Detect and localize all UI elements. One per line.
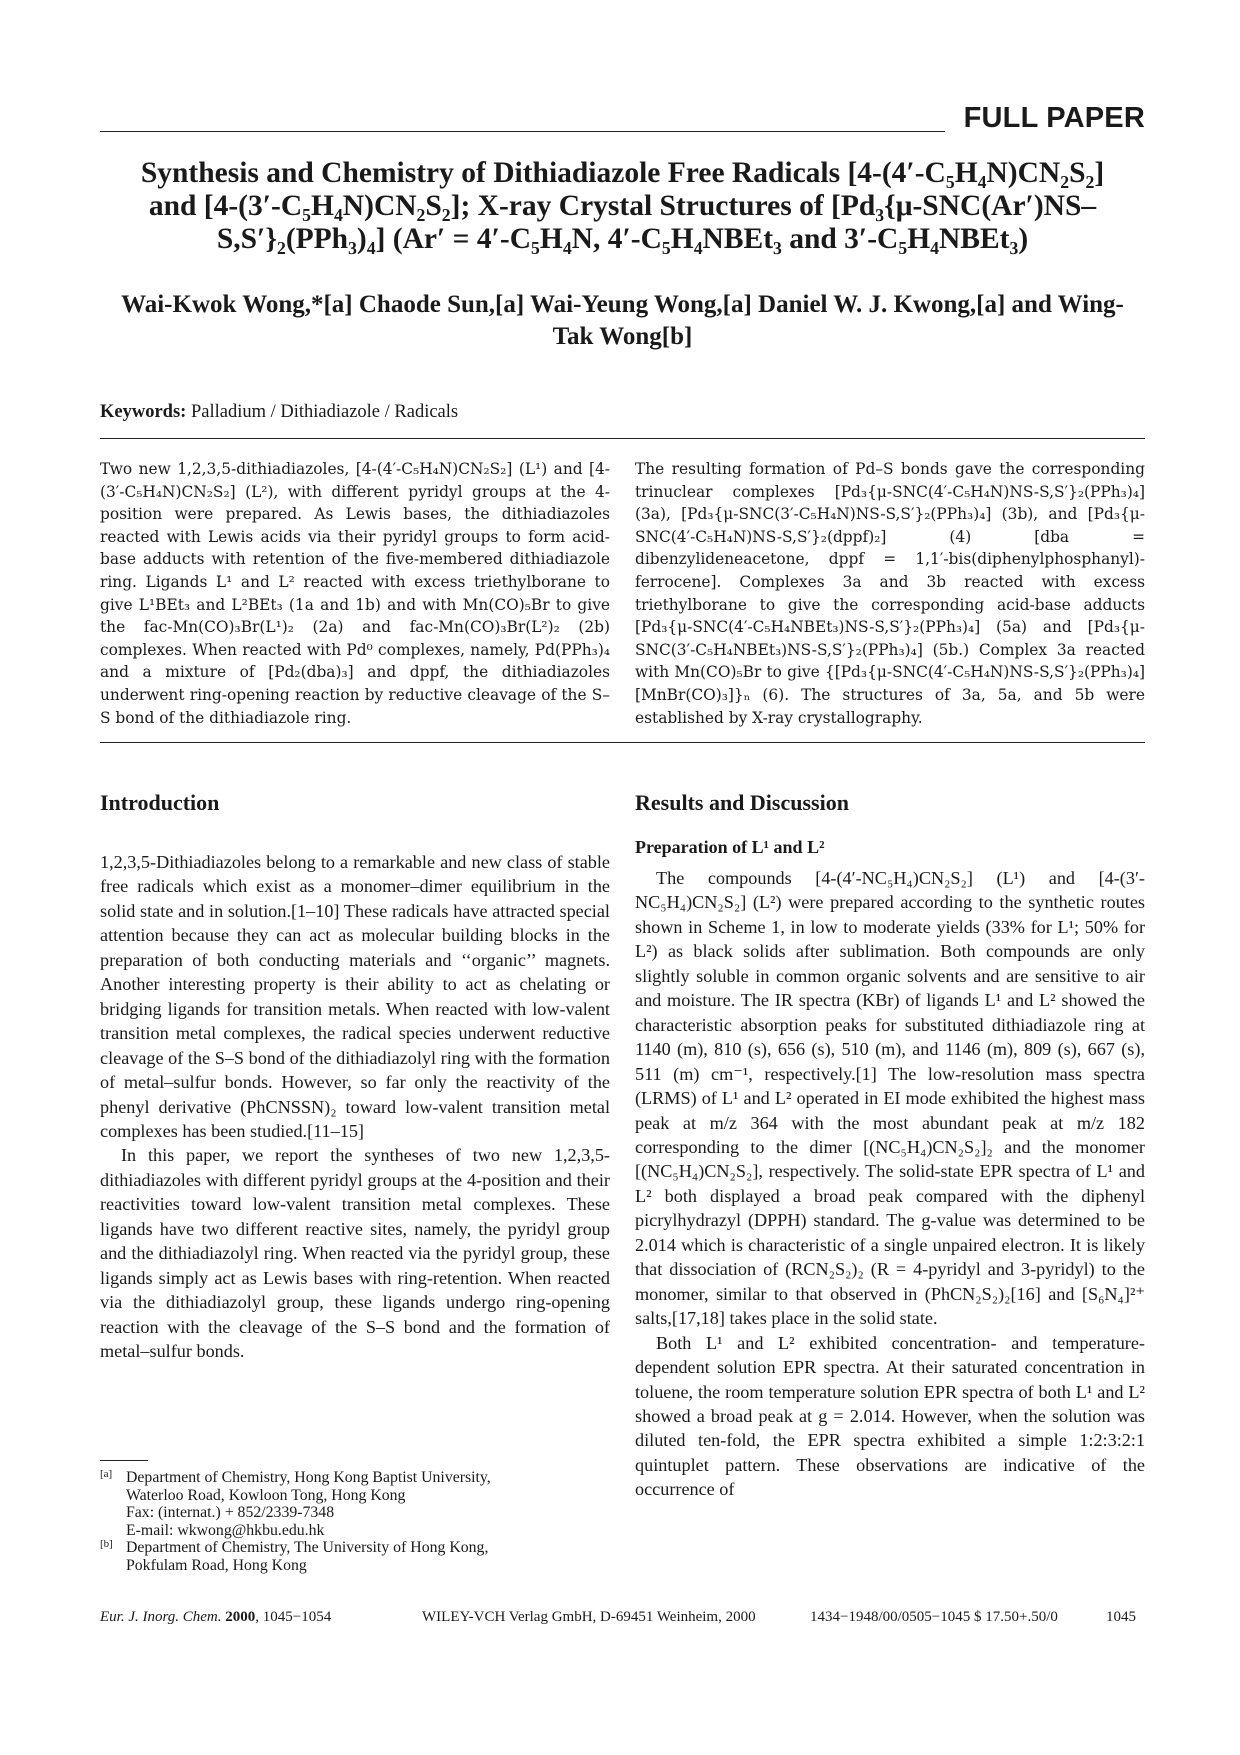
journal-name: Eur. J. Inorg. Chem. <box>100 1609 222 1625</box>
intro-heading: Introduction <box>100 790 220 815</box>
author-list <box>100 289 1145 353</box>
authors-line: Wai-Kwok Wong,*[a] Chaode Sun,[a] Wai-Yeung Wong,[a] Daniel W. J. Kwong,[a] and Wing- <box>121 291 1124 318</box>
results-heading: Results and Discussion <box>635 790 849 815</box>
intro-paragraph: 1,2,3,5-Dithiadiazoles belong to a remarkable and new class of stable free radicals which exist as a monomer–dimer equilibrium in the solid state and in solution.[1–10] These radicals have attracted special attention because they can act as molecular building blocks in the preparation of both conducting materials and ‘‘organic’’ magnets. Another interesting property is their ability to act as chelating or bridging ligands for transition metals. When reacted with low-valent transition metal complexes, the radical species underwent reductive cleavage of the S–S bond of the dithiadiazolyl ring with the formation of metal–sulfur bonds. However, so far only the reactivity of the phenyl derivative (PhCNSSN)₂ toward low-valent transition metal complexes has been studied.[11–15] <box>100 852 610 1141</box>
affiliation-tag: [a] <box>100 1468 113 1480</box>
affiliation-line: Waterloo Road, Kowloon Tong, Hong Kong <box>126 1486 406 1504</box>
affiliation-line[interactable]: E-mail: wkwong@hkbu.edu.hk <box>126 1521 325 1539</box>
title-line: S,S′}₂(PPh₃)₄] (Ar′ = 4′-C₅H₄N, 4′-C₅H₄NBEt₃ and 3′-C₅H₄NBEt₃) <box>216 223 1029 255</box>
header-rule <box>100 131 945 132</box>
keywords <box>100 402 458 423</box>
keywords-value: Palladium / Dithiadiazole / Radicals <box>190 402 459 422</box>
page-header <box>100 100 1145 140</box>
affiliation-b <box>100 1539 590 1574</box>
journal-pages: , 1045−1054 <box>255 1609 332 1625</box>
page-number: 1045 <box>1106 1609 1136 1625</box>
intro-paragraph: In this paper, we report the syntheses of two new 1,2,3,5-dithiadiazoles with different pyridyl groups at the 4-position and their reactivities toward low-valent transition metal complexes. These ligands have two different reactive sites, namely, the pyridyl group and the dithiadiazolyl ring. When reacted via the pyridyl group, these ligands simply act as Lewis bases with ring-retention. When reacted via the dithiadiazolyl group, these ligands undergo ring-opening reaction with the cleavage of the S–S bond and the formation of metal–sulfur bonds. <box>100 1145 610 1362</box>
results-paragraph: Both L¹ and L² exhibited concentration- and temperature-dependent solution EPR spectra. At their saturated concentration in toluene, the room temperature solution EPR spectra of both L¹ and L² showed a broad peak at g = 2.014. However, when the solution was diluted ten-fold, the EPR spectra exhibited a simple 1:2:3:2:1 quintuplet pattern. These observations are indicative of the occurrence of <box>635 1332 1145 1500</box>
results-body <box>635 866 1145 1502</box>
footer-publisher: WILEY-VCH Verlag GmbH, D-69451 Weinheim, 2000 <box>422 1609 756 1625</box>
affiliation-a <box>100 1469 590 1539</box>
affiliation-line: Pokfulam Road, Hong Kong <box>126 1556 307 1574</box>
keywords-label: Keywords: <box>100 402 187 422</box>
footer-issn: 1434−1948/00/0505−1045 $ 17.50+.50/0 <box>810 1609 1058 1625</box>
journal-year: 2000 <box>225 1609 256 1625</box>
abstract-top-rule <box>100 438 1145 439</box>
title-line: Synthesis and Chemistry of Dithiadiazole Free Radicals [4-(4′-C₅H₄N)CN₂S₂] <box>140 157 1105 189</box>
abstract-right <box>635 458 1145 729</box>
paper-title <box>100 157 1145 256</box>
affiliations <box>100 1460 590 1575</box>
abstract-bottom-rule <box>100 742 1145 743</box>
abstract-text: The resulting formation of Pd–S bonds gave the corresponding trinuclear complexes [Pd₃{μ-SNC(4′-C₅H₄N)NS-S,S′}₂(PPh₃)₄] (3a), [Pd₃{μ-SNC(3′-C₅H₄N)NS-S,S′}₂(PPh₃)₄] (3b), and [Pd₃{μ-SNC(4′-C₅H₄N)NS-S,S′}₂(dppf)₂] (4) [dba = dibenzylideneacetone, dppf = 1,1′-bis(diphenylphosphanyl)-ferrocene]. Complexes 3a and 3b reacted with excess triethylborane to give the corresponding acid-base adducts [Pd₃{μ-SNC(4′-C₅H₄NBEt₃)NS-S,S′}₂(PPh₃)₄] (5a) and [Pd₃{μ-SNC(3′-C₅H₄NBEt₃)NS-S,S′}₂(PPh₃)₄] (5b.) Complex 3a reacted with Mn(CO)₅Br to give {[Pd₃{μ-SNC(4′-C₅H₄N)NS-S,S′}₂(PPh₃)₄][MnBr(CO)₃]}ₙ (6). The structures of 3a, 5a, and 5b were established by X-ray crystallography. <box>635 460 1145 727</box>
intro-body <box>100 850 610 1364</box>
affiliation-tag: [b] <box>100 1538 113 1551</box>
affiliation-line: Department of Chemistry, Hong Kong Baptist University, <box>126 1469 491 1486</box>
abstract-text: Two new 1,2,3,5-dithiadiazoles, [4-(4′-C₅H₄N)CN₂S₂] (L¹) and [4-(3′-C₅H₄N)CN₂S₂] (L²), with different pyridyl groups at the 4-position were prepared. As Lewis bases, the dithiadiazoles reacted with Lewis acids via their pyridyl groups to form acid-base adducts with retention of the five-membered dithiadiazole ring. Ligands L¹ and L² reacted with excess triethylborane to give L¹BEt₃ and L²BEt₃ (1a and 1b) and with Mn(CO)₅Br to give the fac-Mn(CO)₃Br(L¹)₂ (2a) and fac-Mn(CO)₃Br(L²)₂ (2b) complexes. When reacted with Pd⁰ complexes, namely, Pd(PPh₃)₄ and a mixture of [Pd₂(dba)₃] and dppf, the dithiadiazoles underwent ring-opening reaction by reductive cleavage of the S–S bond of the dithiadiazole ring. <box>100 460 610 727</box>
footnote-rule <box>100 1460 148 1461</box>
results-paragraph: The compounds [4-(4′-NC₅H₄)CN₂S₂] (L¹) and [4-(3′-NC₅H₄)CN₂S₂] (L²) were prepared according to the synthetic routes shown in Scheme 1, in low to moderate yields (33% for L¹; 50% for L²) as black solids after sublimation. Both compounds are only slightly soluble in common organic solvents and are sensitive to air and moisture. The IR spectra (KBr) of ligands L¹ and L² showed the characteristic absorption peaks for substituted dithiadiazole ring at 1140 (m), 810 (s), 656 (s), 510 (m), and 1146 (m), 809 (s), 667 (s), 511 (m) cm⁻¹, respectively.[1] The low-resolution mass spectra (LRMS) of L¹ and L² operated in EI mode exhibited the highest mass peak at m/z 364 with the most abundant peak at m/z 182 corresponding to the dimer [(NC₅H₄)CN₂S₂]₂ and the monomer [(NC₅H₄)CN₂S₂], respectively. The solid-state EPR spectra of L¹ and L² both displayed a broad peak compared with the diphenyl picrylhydrazyl (DPPH) standard. The g-value was determined to be 2.014 which is characteristic of a single unpaired electron. It is likely that dissociation of (RCN₂S₂)₂ (R = 4-pyridyl and 3-pyridyl) to the monomer, similar to that observed in (PhCN₂S₂)₂[16] and [S₆N₄]²⁺ salts,[17,18] takes place in the solid state. <box>635 868 1145 1329</box>
authors-line: Tak Wong[b] <box>552 323 693 350</box>
section-label: FULL PAPER <box>963 102 1145 134</box>
title-line: and [4-(3′-C₅H₄N)CN₂S₂]; X-ray Crystal Structures of [Pd₃{μ-SNC(Ar′)NS– <box>148 190 1097 222</box>
affiliation-line: Fax: (internat.) + 852/2339-7348 <box>126 1504 335 1522</box>
footer-citation <box>100 1609 331 1626</box>
affiliation-line: Department of Chemistry, The University of Hong Kong, <box>126 1539 489 1557</box>
results-subheading: Preparation of L¹ and L² <box>635 837 825 857</box>
abstract-left <box>100 458 610 729</box>
